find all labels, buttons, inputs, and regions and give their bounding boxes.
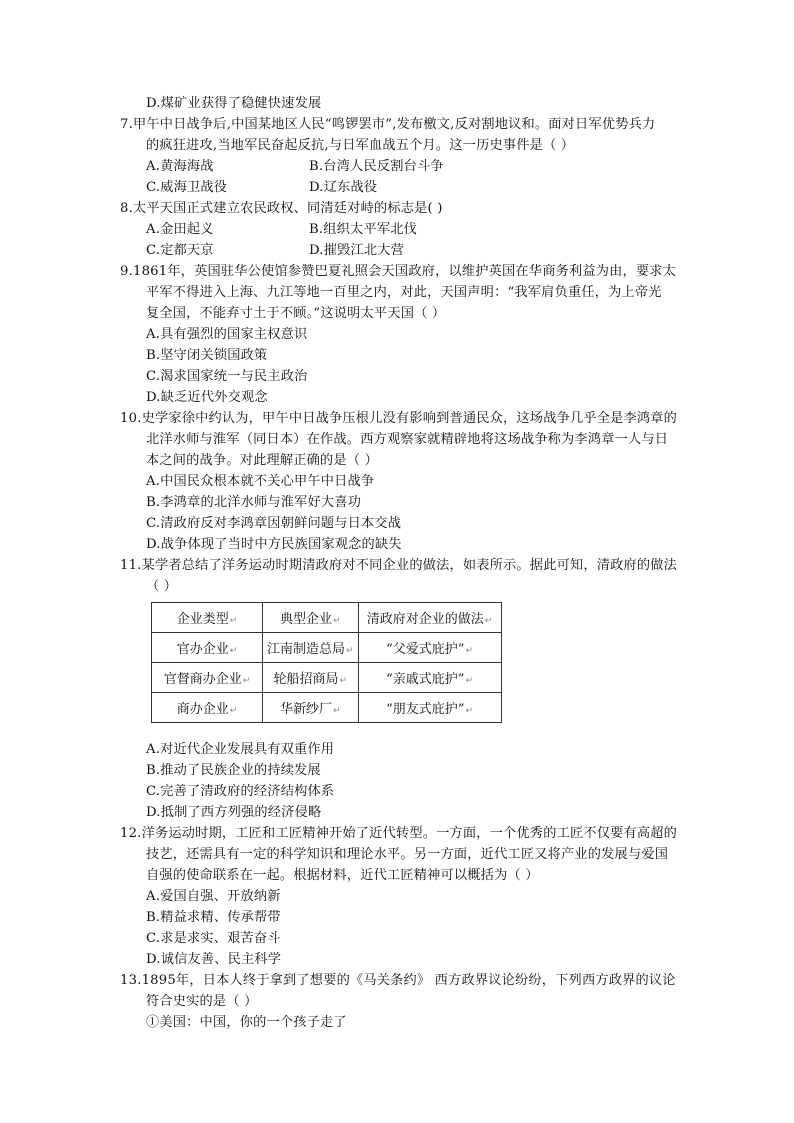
q10-option-c: C.清政府反对李鸿章因朝鲜问题与日本交战 — [146, 516, 402, 531]
q11-stem-line-1: 11.某学者总结了洋务运动时期清政府对不同企业的做法，如表所示。据此可知，清政府的做法 — [120, 558, 678, 573]
table-header-cell: 企业类型↵ — [152, 603, 263, 633]
q12-option-c: C.求是求实、艰苦奋斗 — [146, 931, 281, 946]
q7-option-a: A.黄海海战 — [146, 159, 214, 174]
q10-option-d: D.战争体现了当时中方民族国家观念的缺失 — [146, 537, 402, 552]
enterprise-table — [151, 602, 502, 723]
q9-stem-line-3: 复全国，不能弃寸土于不顾。”这说明太平天国（ ） — [146, 306, 446, 321]
q9-stem-line-1: 9.1861年，英国驻华公使馆参赞巴夏礼照会天国政府，以维护英国在华商务利益为由，要求太 — [120, 264, 677, 279]
q7-stem-line-1: 7.甲午中日战争后,中国某地区人民“鸣锣罢市”,发布檄文,反对割地议和。面对日军优势兵力 — [120, 117, 656, 132]
table-row — [152, 663, 502, 693]
q9-option-d: D.缺乏近代外交观念 — [146, 390, 268, 405]
q11-option-a: A.对近代企业发展具有双重作用 — [146, 742, 335, 757]
table-row — [152, 693, 502, 723]
q10-option-b: B.李鸿章的北洋水师与淮军好大喜功 — [146, 495, 362, 510]
q11-option-b: B.推动了民族企业的持续发展 — [146, 763, 321, 778]
q12-stem-line-3: 自强的使命联系在一起。根据材料，近代工匠精神可以概括为（ ） — [146, 868, 539, 883]
table-header-cell: 清政府对企业的做法↵ — [358, 603, 501, 633]
table-cell: 轮船招商局↵ — [263, 663, 359, 693]
q12-stem-line-1: 12.洋务运动时期，工匠和工匠精神开始了近代转型。一方面，一个优秀的工匠不仅要有高超的 — [120, 826, 678, 841]
table-cell: “朋友式庇护”↵ — [358, 693, 501, 723]
q8-option-c: C.定都天京 — [146, 243, 214, 258]
q7-stem-line-2: 的疯狂进攻,当地军民奋起反抗,与日军血战五个月。这一历史事件是（ ） — [146, 138, 575, 153]
q11-stem-line-2: （ ） — [146, 579, 178, 594]
q13-stem-line-2: 符合史实的是（ ） — [146, 994, 258, 1009]
q11-option-c: C.完善了清政府的经济结构体系 — [146, 784, 335, 799]
table-cell: 官督商办企业↵ — [152, 663, 263, 693]
q10-option-a: A.中国民众根本就不关心甲午中日战争 — [146, 474, 375, 489]
q12-stem-line-2: 技艺，还需具有一定的科学知识和理论水平。另一方面，近代工匠又将产业的发展与爱国 — [146, 847, 669, 862]
q10-stem-line-1: 10.史学家徐中约认为，甲午中日战争压根儿没有影响到普通民众，这场战争几乎全是李鸿章的 — [120, 411, 678, 426]
table-header-cell: 典型企业↵ — [263, 603, 359, 633]
table-cell: 官办企业↵ — [152, 633, 263, 663]
q8-stem: 8.太平天国正式建立农民政权、同清廷对峙的标志是( ) — [120, 201, 443, 216]
q13-statement-1: ①美国：中国，你的一个孩子走了 — [146, 1015, 347, 1030]
q9-option-b: B.坚守闭关锁国政策 — [146, 348, 268, 363]
table-cell: “父爱式庇护”↵ — [358, 633, 501, 663]
q8-option-b: B.组织太平军北伐 — [309, 222, 417, 237]
q12-option-d: D.诚信友善、民主科学 — [146, 952, 282, 967]
q11-option-d: D.抵制了西方列强的经济侵略 — [146, 805, 322, 820]
table-row — [152, 633, 502, 663]
q13-stem-line-1: 13.1895年，日本人终于拿到了想要的《马关条约》 西方政界议论纷纷，下列西方政界的议论 — [120, 973, 676, 988]
table-header-row — [152, 603, 502, 633]
q10-stem-line-2: 北洋水师与淮军（同日本）在作战。西方观察家就精辟地将这场战争称为李鸿章一人与日 — [146, 432, 669, 447]
q10-stem-line-3: 本之间的战争。对此理解正确的是（ ） — [146, 453, 378, 468]
q12-option-a: A.爱国自强、开放纳新 — [146, 889, 281, 904]
q7-option-c: C.威海卫战役 — [146, 180, 228, 195]
q9-option-a: A.具有强烈的国家主权意识 — [146, 327, 308, 342]
q6-option-d: D.煤矿业获得了稳健快速发展 — [146, 96, 322, 111]
table-cell: 江南制造总局↵ — [263, 633, 359, 663]
q8-option-a: A.金田起义 — [146, 222, 214, 237]
table-cell: “亲戚式庇护”↵ — [358, 663, 501, 693]
q9-stem-line-2: 平军不得进入上海、九江等地一百里之内，对此，天国声明：“我军肩负重任，为上帝光 — [146, 285, 662, 300]
q7-option-d: D.辽东战役 — [309, 180, 378, 195]
q7-option-b: B.台湾人民反割台斗争 — [309, 159, 444, 174]
q9-option-c: C.渴求国家统一与民主政治 — [146, 369, 308, 384]
table-cell: 商办企业↵ — [152, 693, 263, 723]
table-cell: 华新纱厂↵ — [263, 693, 359, 723]
q12-option-b: B.精益求精、传承帮带 — [146, 910, 281, 925]
q8-option-d: D.摧毁江北大营 — [309, 243, 405, 258]
